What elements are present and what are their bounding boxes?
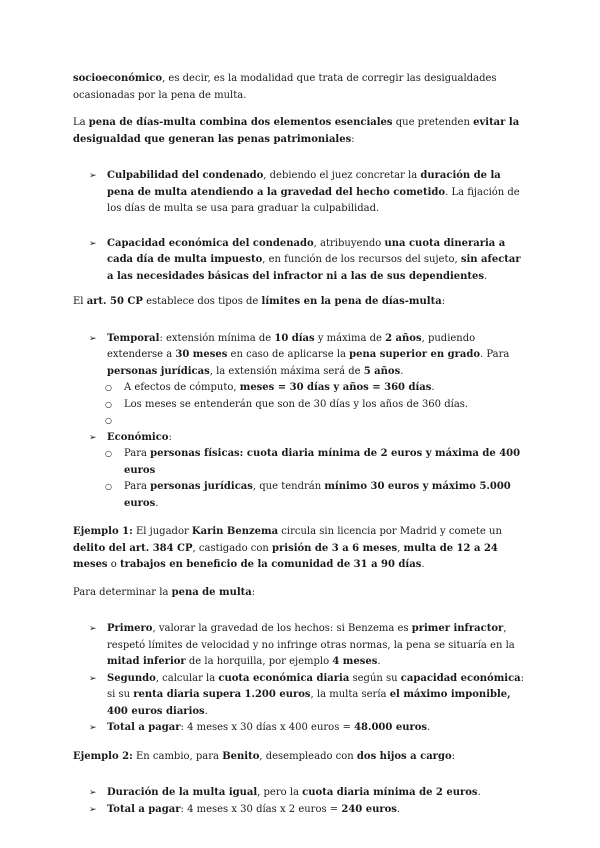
arrow-bullet-icon: ➢: [89, 624, 97, 634]
benito-list: [89, 785, 528, 818]
list-item-text: Total a pagar: 4 meses x 30 días x 400 euros = 48.000 euros.: [107, 722, 431, 733]
arrow-bullet-icon: ➢: [89, 333, 97, 344]
limits-paragraph: El art. 50 CP establece dos tipos de límites en la pena de días-multa:: [73, 296, 446, 307]
sublist-item-empty: [105, 413, 528, 430]
list-item: [89, 720, 528, 737]
steps-list: [89, 621, 528, 737]
list-item: [89, 168, 528, 218]
list-item: [89, 785, 528, 802]
ejemplo-2-paragraph: Ejemplo 2: En cambio, para Benito, desempleado con dos hijos a cargo:: [73, 750, 455, 762]
arrow-bullet-icon: ➢: [89, 432, 97, 443]
circle-bullet-icon: ○: [105, 449, 112, 458]
list-item-text: Segundo, calcular la cuota económica diaria según su capacidad económica: si su renta diaria supera 1.200 euros, la multa sería el máximo imponible, 400 euros diarios.: [107, 672, 525, 717]
economico-sublist: [105, 446, 528, 512]
list-item-text: Económico:: [107, 431, 172, 443]
temporal-sublist: [105, 380, 528, 430]
ejemplo-1-paragraph: Ejemplo 1: El jugador Karin Benzema circula sin licencia por Madrid y comete un delito del art. 384 CP, castigado con prisión de 3 a 6 meses, multa de 12 a 24 meses o trabajos en beneficio de la comunidad de 31 a 90 días.: [73, 526, 502, 570]
elements-list: [89, 168, 528, 285]
circle-bullet-icon: ○: [105, 416, 112, 425]
circle-bullet-icon: ○: [105, 482, 112, 491]
list-item: [89, 671, 528, 721]
list-item-text: Culpabilidad del condenado, debiendo el juez concretar la duración de la pena de multa atendiendo a la gravedad del hecho cometido. La fijación de los días de multa se usa para graduar la culpabilidad.: [107, 170, 520, 214]
arrow-bullet-icon: ➢: [89, 723, 97, 733]
circle-bullet-icon: ○: [105, 399, 112, 409]
intro-paragraph: socioeconómico, es decir, es la modalidad que trata de corregir las desigualdades ocasionadas por la pena de multa.: [73, 73, 497, 101]
sublist-item-text: Para personas físicas: cuota diaria mínima de 2 euros y máxima de 400 euros: [124, 448, 521, 476]
sublist-item-text: [124, 415, 127, 426]
list-item-text: Capacidad económica del condenado, atribuyendo una cuota dineraria a cada día de multa impuesto, en función de los recursos del sujeto, sin afectar a las necesidades básicas del infractor ni a las de sus dependientes.: [107, 237, 521, 282]
list-item-temporal: [89, 331, 528, 381]
list-item: [89, 236, 528, 286]
arrow-bullet-icon: ➢: [89, 238, 97, 249]
limits-list: [89, 331, 528, 513]
list-item: [89, 802, 528, 819]
arrow-bullet-icon: ➢: [89, 788, 97, 798]
document-page: [73, 71, 528, 818]
list-item: [89, 621, 528, 671]
arrow-bullet-icon: ➢: [89, 804, 97, 815]
sublist-item: [105, 397, 528, 414]
sublist-item: [105, 380, 528, 397]
list-item-text: Primero, valorar la gravedad de los hechos: si Benzema es primer infractor, respetó límites de velocidad y no infringe otras normas, la pena se situaría en la mitad inferior de la horquilla, por ejemplo 4 meses.: [107, 623, 515, 667]
penas-paragraph: La pena de días-multa combina dos elementos esenciales que pretenden evitar la desigualdad que generan las penas patrimoniales:: [73, 117, 520, 145]
sublist-item-text: Para personas jurídicas, que tendrán mínimo 30 euros y máximo 5.000 euros.: [124, 481, 511, 509]
determine-paragraph: Para determinar la pena de multa:: [73, 586, 256, 598]
arrow-bullet-icon: ➢: [89, 171, 97, 181]
list-item-text: Duración de la multa igual, pero la cuota diaria mínima de 2 euros.: [107, 787, 481, 798]
arrow-bullet-icon: ➢: [89, 673, 97, 684]
sublist-item-text: Los meses se entenderán que son de 30 días y los años de 360 días.: [124, 398, 469, 410]
list-item-economico: [89, 430, 528, 447]
sublist-item: [105, 479, 528, 512]
sublist-item: [105, 446, 528, 479]
sublist-item-text: A efectos de cómputo, meses = 30 días y años = 360 días.: [124, 382, 435, 393]
list-item-text: Total a pagar: 4 meses x 30 días x 2 euros = 240 euros.: [107, 803, 401, 815]
list-item-text: Temporal: extensión mínima de 10 días y máxima de 2 años, pudiendo extenderse a 30 meses en caso de aplicarse la pena superior en grado. Para personas jurídicas, la extensión máxima será de 5 años.: [107, 332, 510, 377]
circle-bullet-icon: ○: [105, 383, 112, 392]
